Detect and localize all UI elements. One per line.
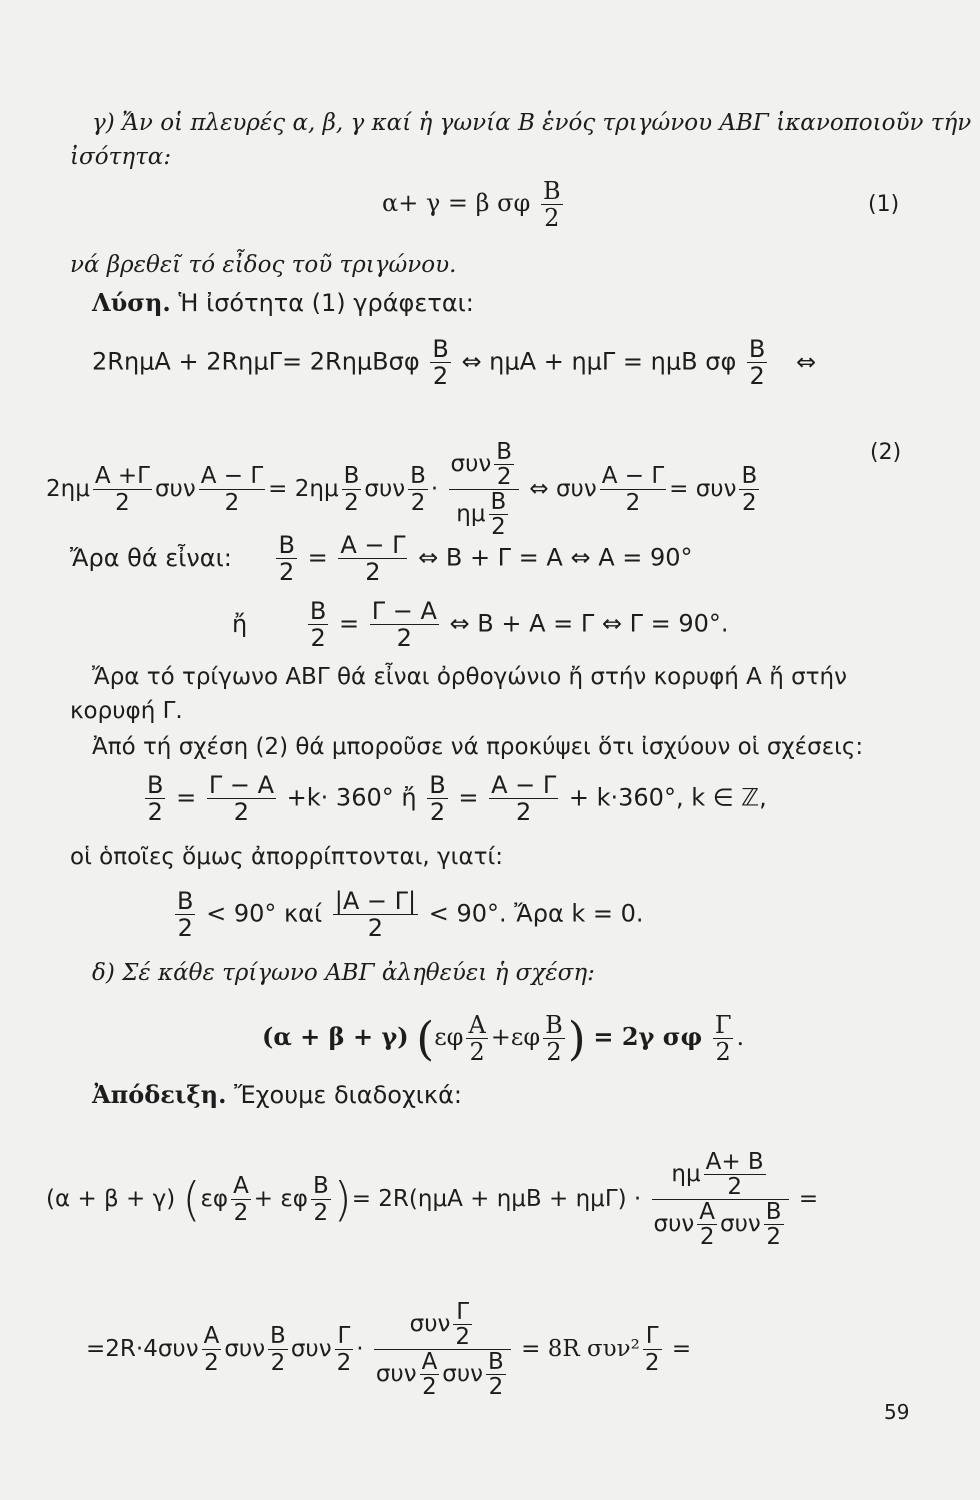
r-eq2: = <box>458 783 479 812</box>
p2-f1-den: 2 <box>204 1350 219 1376</box>
eq-b-big-den-den: 2 <box>491 514 506 540</box>
proof-label: Ἀπόδειξη. <box>92 1080 227 1109</box>
c1-rest: ⇔ Β + Γ = Α ⇔ Α = 90° <box>418 543 693 572</box>
eq-d-end: . <box>736 1023 745 1051</box>
p1-big-den-d2: 2 <box>766 1224 781 1250</box>
eq-b-big-num-num: Β <box>496 439 513 465</box>
problem-g-line1: γ) Ἄν οἱ πλευρές α, β, γ καί ἡ γωνία Β ἑνός τριγώνου ΑΒΓ ἱκανοποιοῦν τήν <box>92 110 972 136</box>
ara-label: Ἄρα θά εἶναι: <box>70 543 232 572</box>
p1-big-fraction <box>652 1150 789 1249</box>
p2-t3: συν <box>290 1336 332 1362</box>
eq-b-big-den-txt: ημ <box>456 501 486 527</box>
eq-a-frac2 <box>747 336 767 389</box>
eq-b-big-fraction <box>449 440 520 539</box>
c1-f2-num: Α − Γ <box>340 531 406 559</box>
eq-b-f1 <box>93 463 152 516</box>
proof-intro-line <box>92 1080 462 1110</box>
l-end: < 90°. Ἄρα k = 0. <box>428 899 644 928</box>
p1-f1 <box>231 1173 251 1226</box>
p2-f3-den: 2 <box>336 1350 352 1376</box>
p1-f1-num: Α <box>233 1173 249 1199</box>
eq-b-dot: · <box>430 476 439 502</box>
p2-big-den <box>374 1350 511 1399</box>
eq1-num: Β <box>543 177 561 205</box>
solution-label: Λύση. <box>92 288 171 317</box>
l-f1-den: 2 <box>177 914 193 942</box>
solution-intro-line <box>92 288 474 318</box>
p1-mid: = 2R(ημΑ + ημΒ + ημΓ) · <box>351 1186 642 1212</box>
p1-big-num-txt: ημ <box>671 1161 701 1187</box>
eq-b-big-den-num: Β <box>490 489 507 515</box>
eq-b-f2-num: Α − Γ <box>200 463 264 489</box>
eq-d-f3 <box>713 1012 734 1065</box>
p2-t2: συν <box>224 1336 266 1362</box>
eq-b-f3-den: 2 <box>344 490 359 516</box>
p2-f2-den: 2 <box>270 1350 286 1376</box>
note-line: Ἀπό τή σχέση (2) θά μποροῦσε νά προκύψει ὅτι ἰσχύουν οἱ σχέσεις: <box>92 734 864 760</box>
problem-d-line1: δ) Σέ κάθε τρίγωνο ΑΒΓ ἀληθεύει ἡ σχέση: <box>92 960 595 986</box>
c1-f1 <box>276 532 296 585</box>
p2-big-den-n1: Α <box>421 1349 438 1375</box>
limits-line <box>172 888 644 941</box>
p2-big-den-d1: 2 <box>422 1374 437 1400</box>
conclusion-line2: κορυφή Γ. <box>70 698 183 724</box>
r-f1-num: Β <box>147 771 164 799</box>
proof-step-2 <box>86 1300 691 1399</box>
eq-a-lhs: 2RημΑ + 2RημΓ= 2RημΒσφ <box>92 347 420 376</box>
p1-big-num-frac <box>704 1150 766 1199</box>
eq-d-f2 <box>543 1012 565 1065</box>
r-f3-num: Β <box>429 771 446 799</box>
eq-a-mid: ⇔ ημΑ + ημΓ = ημΒ σφ <box>461 347 737 376</box>
r-f2-num: Γ − Α <box>208 771 275 799</box>
proof-intro: Ἔχουμε διαδοχικά: <box>234 1081 462 1109</box>
c2-f2 <box>370 598 439 651</box>
equation-2-number: (2) <box>870 440 902 465</box>
eq-a-frac1 <box>430 336 450 389</box>
p2-f4-num: Γ <box>643 1323 662 1350</box>
c1-f1-num: Β <box>278 531 295 559</box>
p1-big-den-n2: Β <box>765 1199 782 1225</box>
eq1-den: 2 <box>544 204 560 232</box>
p2-start: =2R·4συν <box>86 1336 199 1362</box>
p1-in2: + εφ <box>253 1186 308 1212</box>
reject-line: οἱ ὁποῖες ὅμως ἀπορρίπτονται, γιατί: <box>70 844 503 870</box>
eq-d-f3-num: Γ <box>714 1011 732 1039</box>
case-1-line <box>70 532 693 585</box>
p1-end: = <box>798 1186 819 1212</box>
p2-f4-den: 2 <box>644 1350 660 1376</box>
solution-intro: Ἡ ἰσότητα (1) γράφεται: <box>178 289 474 317</box>
eq-b-f5-den: 2 <box>625 490 641 516</box>
p1-lparen: ( <box>182 1172 201 1227</box>
eq-b-p5: ⇔ συν <box>529 476 597 502</box>
eq-b-f4 <box>408 463 428 516</box>
eq-b-f6-den: 2 <box>742 490 757 516</box>
eq-d-rparen: ) <box>567 1011 586 1066</box>
eq-d-f1-num: Α <box>468 1011 486 1039</box>
eq-b-f2-den: 2 <box>224 490 240 516</box>
c2-eq: = <box>338 609 360 638</box>
eq-d-lhs: (α + β + γ) <box>262 1022 409 1051</box>
problem-g-line2: ἰσότητα: <box>70 144 172 170</box>
eq1-fraction <box>541 178 563 231</box>
p1-big-den-t1: συν <box>653 1211 695 1237</box>
equation-1 <box>382 178 566 231</box>
equation-a <box>92 336 816 389</box>
p2-big-fraction <box>374 1300 511 1399</box>
p1-big-den-t2: συν <box>720 1211 761 1237</box>
eq-d-in2: +εφ <box>490 1023 541 1051</box>
eq-a-end: ⇔ <box>796 347 817 376</box>
p2-f3 <box>335 1323 354 1376</box>
p2-f3-num: Γ <box>335 1323 354 1350</box>
p1-big-num <box>652 1150 789 1200</box>
r-f1 <box>145 772 165 825</box>
c2-rest: ⇔ Β + Α = Γ ⇔ Γ = 90°. <box>449 609 729 638</box>
p2-f2 <box>268 1323 288 1376</box>
c2-f1-num: Β <box>309 597 327 625</box>
p2-big-num-frac <box>453 1300 472 1349</box>
eq-a-frac2-num: Β <box>748 335 766 363</box>
eq1-lhs: α+ γ = β σφ <box>382 189 531 217</box>
p2-big-num-num: Γ <box>453 1300 472 1325</box>
eq-b-f3 <box>342 463 362 516</box>
c2-f1 <box>308 598 328 651</box>
eq-b-f6-num: Β <box>741 463 758 489</box>
l-f1-num: Β <box>177 887 194 915</box>
p2-big-den-d2: 2 <box>488 1374 504 1400</box>
eq-a-frac1-den: 2 <box>432 362 449 390</box>
eq-b-p3: = 2ημ <box>268 476 339 502</box>
r-f2-den: 2 <box>233 798 250 826</box>
eq-d-f2-den: 2 <box>546 1038 562 1066</box>
c1-f1-den: 2 <box>279 558 295 586</box>
c2-f2-num: Γ − Α <box>371 597 437 625</box>
p2-end: = <box>671 1336 692 1362</box>
p1-big-num-num: Α+ Β <box>705 1149 764 1175</box>
c2-f1-den: 2 <box>310 624 326 652</box>
r-eq: = <box>176 783 197 812</box>
eq-d-f2-num: Β <box>545 1011 563 1039</box>
p1-lhs: (α + β + γ) <box>46 1186 176 1212</box>
r-f3-den: 2 <box>429 798 446 826</box>
eq-a-frac1-num: Β <box>432 335 449 363</box>
l-mid: < 90° καί <box>206 899 323 928</box>
c2-f2-den: 2 <box>396 624 412 652</box>
p2-big-num-txt: συν <box>409 1311 451 1337</box>
p1-f2 <box>311 1173 331 1226</box>
eq-d-f3-den: 2 <box>715 1038 731 1066</box>
eq-b-f2 <box>199 463 265 516</box>
p2-f1-num: Α <box>203 1323 220 1349</box>
eq-d-in1: εφ <box>434 1023 464 1051</box>
p1-big-den <box>652 1200 789 1249</box>
c1-eq: = <box>307 543 328 572</box>
r-f4 <box>489 772 558 825</box>
eq-b-f4-den: 2 <box>410 490 426 516</box>
l-f2-den: 2 <box>367 914 384 942</box>
r-f3 <box>427 772 447 825</box>
p1-in1: εφ <box>200 1186 229 1212</box>
case-2-line <box>232 598 729 651</box>
eq-b-big-num-frac <box>494 440 514 489</box>
eq-b-big-num <box>449 440 520 490</box>
equation-2 <box>46 440 762 539</box>
p2-big-den-frac1 <box>420 1350 440 1399</box>
proof-step-1 <box>46 1150 818 1249</box>
l-f2 <box>333 888 418 941</box>
eq-d-f1-den: 2 <box>469 1038 485 1066</box>
p2-f1 <box>202 1323 222 1376</box>
p1-big-den-frac2 <box>764 1200 784 1249</box>
p2-dot: · <box>356 1336 364 1362</box>
r-f1-den: 2 <box>147 798 163 826</box>
p1-rparen: ) <box>333 1172 352 1227</box>
p1-f1-den: 2 <box>233 1200 249 1226</box>
relations-line <box>142 772 767 825</box>
eq-d-f1 <box>466 1012 487 1065</box>
r-f4-den: 2 <box>516 798 532 826</box>
eq-a-frac2-den: 2 <box>749 362 765 390</box>
p2-f2-num: Β <box>270 1323 286 1349</box>
p2-big-den-frac2 <box>486 1350 506 1399</box>
eq-d-lparen: ( <box>416 1011 435 1066</box>
page-number: 59 <box>884 1400 910 1424</box>
l-f2-num: |Α − Γ| <box>334 887 417 915</box>
eq-b-p4: συν <box>364 476 406 502</box>
eq-b-f1-num: Α +Γ <box>94 463 150 489</box>
p1-big-num-den: 2 <box>727 1174 742 1200</box>
eq-b-p1: 2ημ <box>46 476 90 502</box>
eq-b-p6: = συν <box>669 476 737 502</box>
eq-b-f4-num: Β <box>410 463 426 489</box>
c1-f2-den: 2 <box>365 558 381 586</box>
p2-f4 <box>643 1323 662 1376</box>
c1-f2 <box>338 532 407 585</box>
p2-big-den-t1: συν <box>375 1361 417 1387</box>
eq-b-f3-num: Β <box>343 463 360 489</box>
eq-b-f5 <box>600 463 666 516</box>
p1-big-den-frac1 <box>697 1200 717 1249</box>
eq-b-f1-den: 2 <box>115 490 130 516</box>
equation-d <box>262 1012 744 1065</box>
p2-rhs: = 8R συν² <box>521 1336 640 1362</box>
p2-big-num-den: 2 <box>455 1324 470 1350</box>
or-label: ἤ <box>232 609 248 638</box>
p1-f2-den: 2 <box>313 1200 329 1226</box>
p2-big-den-t2: συν <box>442 1361 484 1387</box>
r-f2 <box>207 772 276 825</box>
l-f1 <box>175 888 195 941</box>
eq-b-big-num-den: 2 <box>496 464 512 490</box>
r-end: + k·360°, k ∈ ℤ, <box>568 783 767 812</box>
eq-b-f5-num: Α − Γ <box>601 463 665 489</box>
eq-b-p2: συν <box>154 476 196 502</box>
p1-big-den-n1: Α <box>699 1199 716 1225</box>
r-f4-num: Α − Γ <box>491 771 557 799</box>
eq-b-f6 <box>739 463 759 516</box>
equation-1-number: (1) <box>868 192 900 217</box>
problem-g-line3: νά βρεθεῖ τό εἶδος τοῦ τριγώνου. <box>70 252 457 278</box>
eq-d-rhs: = 2γ σφ <box>593 1022 703 1051</box>
p2-big-num <box>374 1300 511 1350</box>
p1-f2-num: Β <box>312 1173 329 1199</box>
eq-b-big-num-txt: συν <box>450 451 492 477</box>
conclusion-line1: Ἄρα τό τρίγωνο ΑΒΓ θά εἶναι ὀρθογώνιο ἤ στήν κορυφή Α ἤ στήν <box>92 664 847 690</box>
r-mid: +k· 360° ἤ <box>286 783 417 812</box>
p1-big-den-d1: 2 <box>699 1224 715 1250</box>
p2-big-den-n2: Β <box>488 1349 504 1375</box>
